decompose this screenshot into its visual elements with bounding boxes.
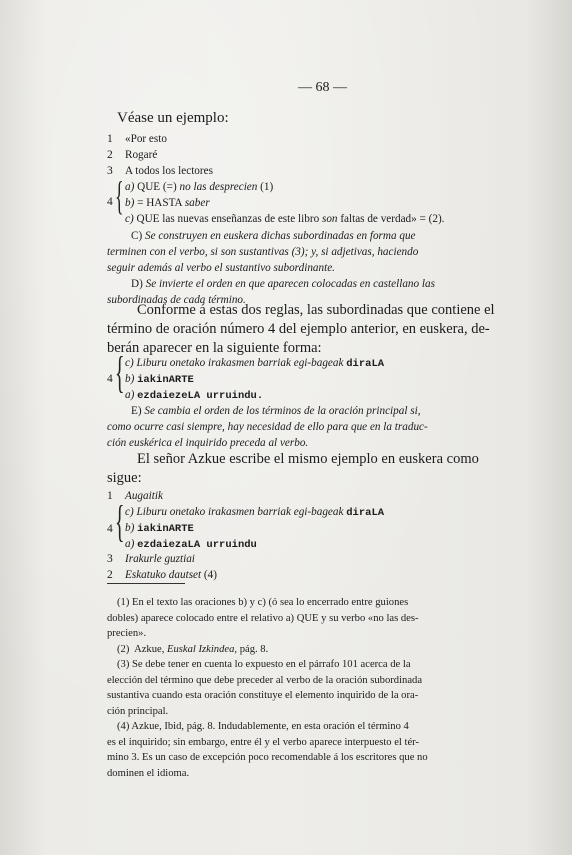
curly-brace-icon: { <box>115 173 124 218</box>
example-line: a) ezdaiezeLA urruindu. <box>125 389 264 402</box>
example-line: Rogaré <box>125 149 158 161</box>
rule-text: Se invierte el orden en que aparecen colocadas en castellano las <box>145 278 435 290</box>
example-line: Augaitik <box>125 490 163 502</box>
example-line: Eskatuko dautset (4) <box>125 569 217 581</box>
example-line: b) iakinARTE <box>125 373 194 386</box>
example-line: b) iakinARTE <box>125 522 194 535</box>
item-number: 4 <box>107 373 113 385</box>
item-number: 3 <box>107 165 113 177</box>
conforme-paragraph: Conforme á estas dos reglas, las subordinadas que contiene el término de oración número 4 del ejemplo anterior, en euskera, de- berán aparecer en la siguiente forma: <box>107 302 495 356</box>
curly-brace-icon: { <box>115 497 125 546</box>
example-line: a) ezdaiezaLA urruindu <box>125 538 257 551</box>
rule-text: como ocurre casi siempre, hay necesidad de ello para que en la traduc- <box>107 421 428 433</box>
rule-text: subordinadas de cada término. <box>107 294 246 306</box>
example-heading: Véase un ejemplo: <box>117 110 229 126</box>
rule-text: Se construyen en euskera dichas subordinadas en forma que <box>144 230 416 242</box>
footnote-4: (4) Azkue, Ibid, pág. 8. Indudablemente, en esta oración el término 4 es el inquirido; sin embargo, entre él y el verbo aparece interpuesto el tér- mino 3. Es un caso de excepción poco recomendable á los escritores que no dominen el idioma. <box>107 721 428 779</box>
rule-e-paragraph <box>107 403 465 451</box>
footnote-divider <box>107 583 185 584</box>
example-line: c) Liburu onetako irakasmen barriak egi-bageak diraLA <box>125 357 385 370</box>
rule-label: E) <box>131 405 142 417</box>
item-number: 1 <box>107 490 113 502</box>
example-line: A todos los lectores <box>125 165 213 177</box>
rule-text: seguir además al verbo el sustantivo subordinante. <box>107 262 335 274</box>
example-line: a) QUE (=) no las desprecien (1) <box>125 181 274 193</box>
example-line: c) QUE las nuevas enseñanzas de este libro son faltas de verdad» = (2). <box>125 213 445 225</box>
footnote-2: (2) Azkue, Euskal Izkindea, pág. 8. <box>117 643 269 655</box>
azkue-paragraph: El señor Azkue escribe el mismo ejemplo en euskera como sigue: <box>107 451 479 486</box>
footnote-1: (1) En el texto las oraciones b) y c) (ó sea lo encerrado entre guiones dobles) aparece colocado entre el relativo a) QUE y su verbo «no las des- precien». <box>107 597 419 639</box>
example-line: c) Liburu onetako irakasmen barriak egi-bageak diraLA <box>125 506 385 519</box>
example-line: Irakurle guztiai <box>125 553 195 565</box>
item-number: 2 <box>107 569 113 581</box>
rule-text: ción euskérica el inquirido preceda al verbo. <box>107 437 309 449</box>
item-number: 2 <box>107 149 113 161</box>
footnote-3: (3) Se debe tener en cuenta lo expuesto en el párrafo 101 acerca de la elección del término que debe preceder al verbo de la oración subordinada sustantiva cuando esta oración constituye el elemento inquirido de la ora- ción principal. <box>107 659 423 717</box>
rule-text: Se cambia el orden de los términos de la oración principal si, <box>144 405 421 417</box>
rule-label: C) <box>131 230 143 242</box>
rule-label: D) <box>131 278 143 290</box>
item-number: 4 <box>107 196 113 208</box>
rule-c-paragraph <box>107 228 465 276</box>
rule-text: terminen con el verbo, si son sustantivas (3); y, si adjetivas, haciendo <box>107 246 419 258</box>
item-number: 3 <box>107 553 113 565</box>
example-line: «Por esto <box>125 133 167 145</box>
footnotes <box>107 595 428 781</box>
item-number: 1 <box>107 133 113 145</box>
page-number: — 68 — <box>298 80 347 95</box>
curly-brace-icon: { <box>115 348 125 397</box>
item-number: 4 <box>107 523 113 535</box>
example-line: b) = HASTA saber <box>125 197 210 209</box>
